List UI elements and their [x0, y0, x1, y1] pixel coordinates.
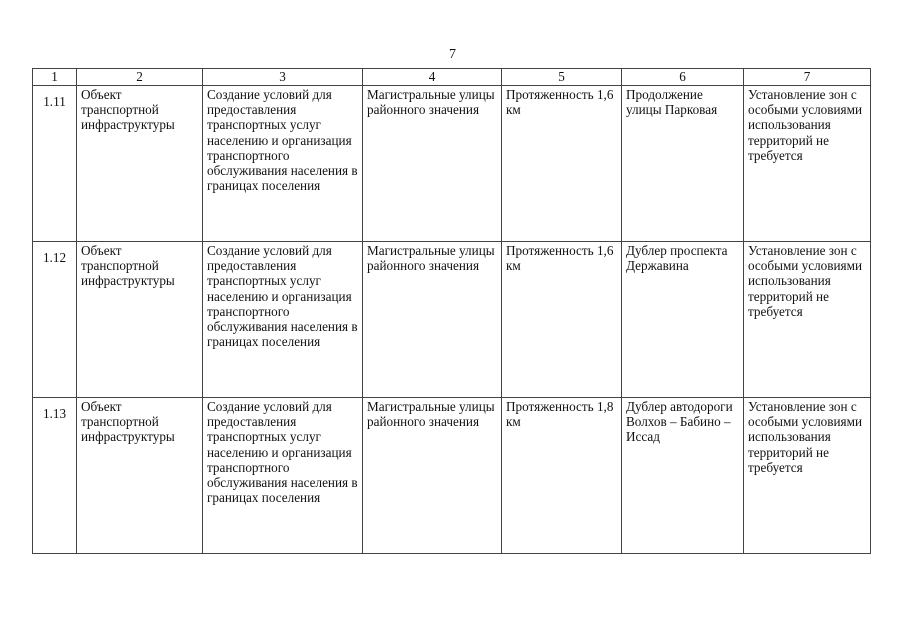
purpose-cell: Создание условий для предоставления транспортных услуг населению и организация транспортного обслуживания населения в границах поселения [203, 242, 363, 398]
column-header-4: 4 [363, 69, 502, 86]
location-cell: Дублер проспекта Державина [622, 242, 744, 398]
object-cell: Объект транспортной инфраструктуры [77, 86, 203, 242]
purpose-cell: Создание условий для предоставления транспортных услуг населению и организация транспортного обслуживания населения в границах поселения [203, 398, 363, 554]
column-header-2: 2 [77, 69, 203, 86]
location-cell: Дублер автодороги Волхов – Бабино – Иссад [622, 398, 744, 554]
objects-table [32, 68, 871, 554]
table-row [33, 242, 871, 398]
column-header-1: 1 [33, 69, 77, 86]
row-number: 1.12 [33, 242, 77, 398]
type-cell: Магистральные улицы районного значения [363, 398, 502, 554]
extent-cell: Протяженность 1,8 км [502, 398, 622, 554]
extent-cell: Протяженность 1,6 км [502, 86, 622, 242]
zones-cell: Установление зон с особыми условиями использования территорий не требуется [744, 242, 871, 398]
column-header-5: 5 [502, 69, 622, 86]
object-cell: Объект транспортной инфраструктуры [77, 398, 203, 554]
table-header-row [33, 69, 871, 86]
page-number: 7 [449, 47, 456, 62]
column-header-3: 3 [203, 69, 363, 86]
object-cell: Объект транспортной инфраструктуры [77, 242, 203, 398]
extent-cell: Протяженность 1,6 км [502, 242, 622, 398]
column-header-7: 7 [744, 69, 871, 86]
purpose-cell: Создание условий для предоставления транспортных услуг населению и организация транспортного обслуживания населения в границах поселения [203, 86, 363, 242]
table-row [33, 86, 871, 242]
row-number: 1.13 [33, 398, 77, 554]
zones-cell: Установление зон с особыми условиями использования территорий не требуется [744, 398, 871, 554]
column-header-6: 6 [622, 69, 744, 86]
type-cell: Магистральные улицы районного значения [363, 86, 502, 242]
table-row [33, 398, 871, 554]
type-cell: Магистральные улицы районного значения [363, 242, 502, 398]
row-number: 1.11 [33, 86, 77, 242]
zones-cell: Установление зон с особыми условиями использования территорий не требуется [744, 86, 871, 242]
location-cell: Продолжение улицы Парковая [622, 86, 744, 242]
